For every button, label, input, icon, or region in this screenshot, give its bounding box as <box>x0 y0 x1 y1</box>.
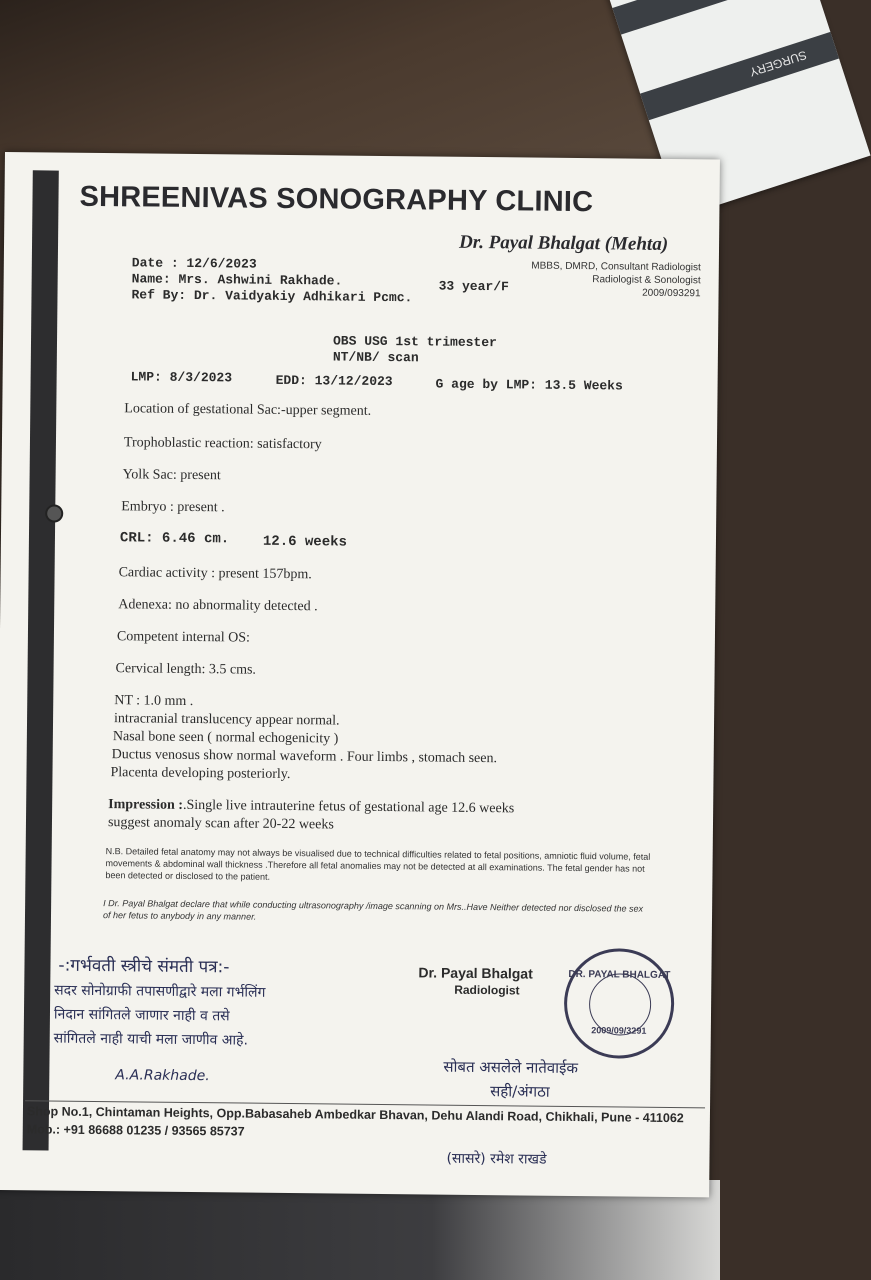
patient-name: Name: Mrs. Ashwini Rakhade. <box>131 271 343 289</box>
declaration: I Dr. Payal Bhalgat declare that while conducting ultrasonography /image scanning on Mrs..Have Neither detected nor disclosed the sex of her fetus to anybody in any manner. <box>102 898 644 922</box>
punch-hole <box>45 504 63 522</box>
finding-adenexa: Adenexa: no abnormality detected . <box>118 597 318 615</box>
impression-label: Impression : <box>108 797 184 813</box>
finding-embryo: Embryo : present . <box>121 499 225 516</box>
ref-by: Ref By: Dr. Vaidyakiy Adhikari Pcmc. <box>131 287 413 306</box>
consent-line-4: सांगितले नाही याची मला जाणीव आहे. <box>53 1030 249 1049</box>
qual-line-2: Radiologist & Sonologist <box>592 274 701 287</box>
witness-label-1: सोबत असलेले नातेवाईक <box>443 1057 579 1078</box>
report-paper <box>0 152 720 1197</box>
witness-signature: (सासरे) रमेश राखडे <box>446 1150 547 1168</box>
witness-label-2: सही/अंगठा <box>490 1082 550 1101</box>
impression <box>108 797 514 817</box>
finding-internal-os: Competent internal OS: <box>116 629 250 646</box>
doctor-name: Dr. Payal Bhalgat (Mehta) <box>458 231 669 255</box>
finding-nasal-bone: Nasal bone seen ( normal echogenicity ) <box>112 729 339 747</box>
qual-line-1: MBBS, DMRD, Consultant Radiologist <box>531 260 701 274</box>
patient-signature: A.A.Rakhade. <box>115 1067 210 1085</box>
side-band-2: SURGERY <box>640 32 839 120</box>
doctor-stamp <box>564 948 675 1059</box>
impression-line-2: suggest anomaly scan after 20-22 weeks <box>107 815 334 833</box>
signature-role: Radiologist <box>454 982 520 998</box>
impression-line-1: .Single live intrauterine fetus of gestational age 12.6 weeks <box>182 797 515 817</box>
stamp-text: DR. PAYAL BHALGAT <box>568 968 671 982</box>
finding-trophoblastic: Trophoblastic reaction: satisfactory <box>123 435 322 453</box>
signature-doctor: Dr. Payal Bhalgat <box>418 964 533 982</box>
finding-intracranial: intracranial translucency appear normal. <box>113 711 340 729</box>
left-margin-bar <box>23 170 59 1150</box>
finding-cervical-length: Cervical length: 3.5 cms. <box>115 661 257 678</box>
consent-title: -:गर्भवती स्त्रीचे संमती पत्र:- <box>58 955 230 978</box>
exam-title-1: OBS USG 1st trimester <box>332 333 497 351</box>
finding-location: Location of gestational Sac:-upper segment. <box>124 401 372 419</box>
stamp-reg: 2009/09/3291 <box>591 1025 647 1036</box>
footer-address: Shop No.1, Chintaman Heights, Opp.Babasaheb Ambedkar Bhavan, Dehu Alandi Road, Chikhali, Pune - 411062 <box>26 1104 684 1126</box>
edd: EDD: 13/12/2023 <box>275 372 393 390</box>
finding-crl-weeks: 12.6 weeks <box>262 533 348 551</box>
background-top <box>0 0 720 170</box>
nb-note: N.B. Detailed fetal anatomy may not always be visualised due to technical difficulties related to fetal positions, amniotic fluid volume, fetal movements & abdominal wall thickness .Therefore all fetal anomalies may not be detected at all examinations. The fetal gender has not been detected or disclosed to the patient. <box>105 846 651 882</box>
finding-cardiac: Cardiac activity : present 157bpm. <box>118 565 312 583</box>
gestational-age: G age by LMP: 13.5 Weeks <box>435 376 623 394</box>
finding-nt: NT : 1.0 mm . <box>114 693 194 710</box>
finding-placenta: Placenta developing posteriorly. <box>110 765 291 783</box>
consent-line-3: निदान सांगितले जाणार नाही व तसे <box>53 1006 230 1025</box>
finding-yolk-sac: Yolk Sac: present <box>122 467 221 484</box>
report-date: Date : 12/6/2023 <box>131 255 257 272</box>
finding-crl: CRL: 6.46 cm. <box>119 530 230 548</box>
patient-age: 33 year/F <box>438 278 509 295</box>
doctor-qualifications <box>531 260 701 301</box>
exam-title-2: NT/NB/ scan <box>332 349 419 366</box>
lmp: LMP: 8/3/2023 <box>130 369 233 386</box>
consent-line-2: सदर सोनोग्राफी तपासणीद्वारे मला गर्भलिंग <box>54 982 266 1001</box>
side-band-1 <box>612 0 811 35</box>
finding-ductus: Ductus venosus show normal waveform . Four limbs , stomach seen. <box>111 747 498 767</box>
reg-no: 2009/093291 <box>642 287 701 300</box>
clinic-name: SHREENIVAS SONOGRAPHY CLINIC <box>79 180 594 219</box>
footer-mobile: Mob.: +91 86688 01235 / 93565 85737 <box>26 1122 245 1139</box>
